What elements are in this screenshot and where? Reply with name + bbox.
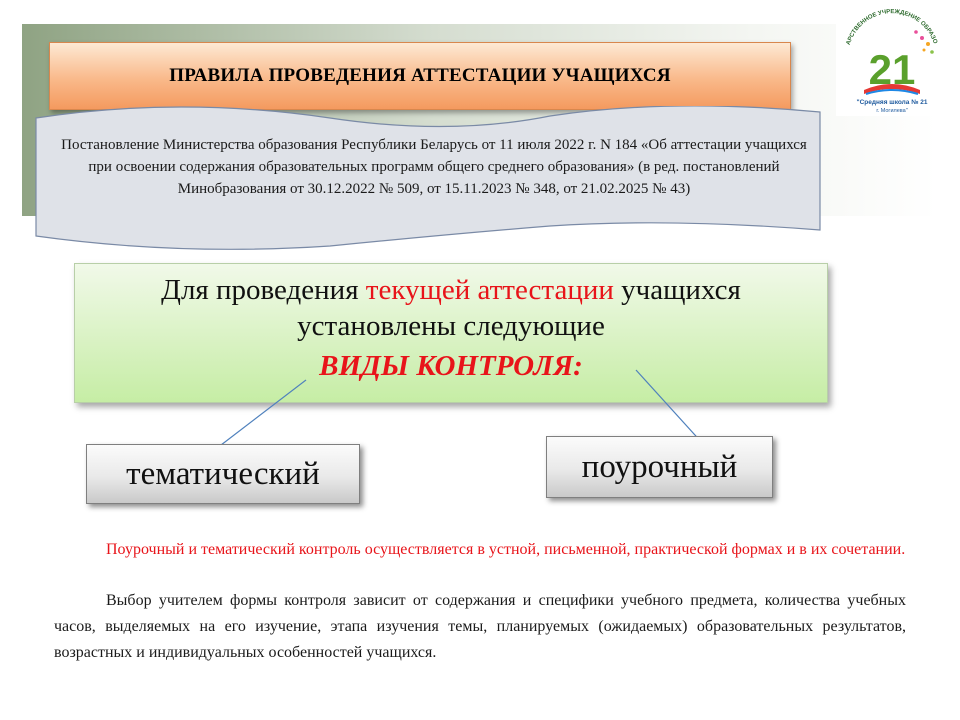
page-title: ПРАВИЛА ПРОВЕДЕНИЯ АТТЕСТАЦИИ УЧАЩИХСЯ [169, 65, 671, 86]
control-types-line2: установлены следующие [297, 310, 605, 342]
paragraph-forms: Поурочный и тематический контроль осуществляется в устной, письменной, практической формах и в их сочетании. [106, 541, 906, 558]
control-types-heading: ВИДЫ КОНТРОЛЯ: [319, 350, 583, 382]
line1-text-end: учащихся [613, 274, 741, 306]
current-attestation-highlight: текущей аттестации [365, 274, 614, 306]
logo-number: 21 [868, 46, 916, 93]
thematic-control-label: тематический [126, 455, 320, 492]
logo-city: г. Могилева" [876, 108, 908, 114]
lesson-control-box [546, 436, 773, 498]
line1-text-start: Для проведения [161, 274, 366, 306]
decree-text: Постановление Министерства образования Республики Беларусь от 11 июля 2022 г. N 184 «Об аттестации учащихся при освоении содержания образовательных программ общего среднего образования» (в ред. постановлений Минобразования от 30.12.2022 № 509, от 15.11.2023 № 348, от 21.02.2025 № 43) [61, 137, 807, 197]
logo-school-name: "Средняя школа № 21 [856, 99, 928, 106]
thematic-control-box [86, 444, 360, 504]
paragraph-choice: Выбор учителем формы контроля зависит от содержания и специфики учебного предмета, количества учебных часов, выделяемых на его изучение, этапа изучения темы, планируемых (ожидаемых) образовательных результатов, возрастных и индивидуальных особенностей учащихся. [54, 592, 906, 661]
lesson-control-label: поурочный [581, 448, 738, 485]
logo-arc-text: АРСТВЕННОЕ УЧРЕЖДЕНИЕ ОБРАЗО [845, 9, 938, 46]
